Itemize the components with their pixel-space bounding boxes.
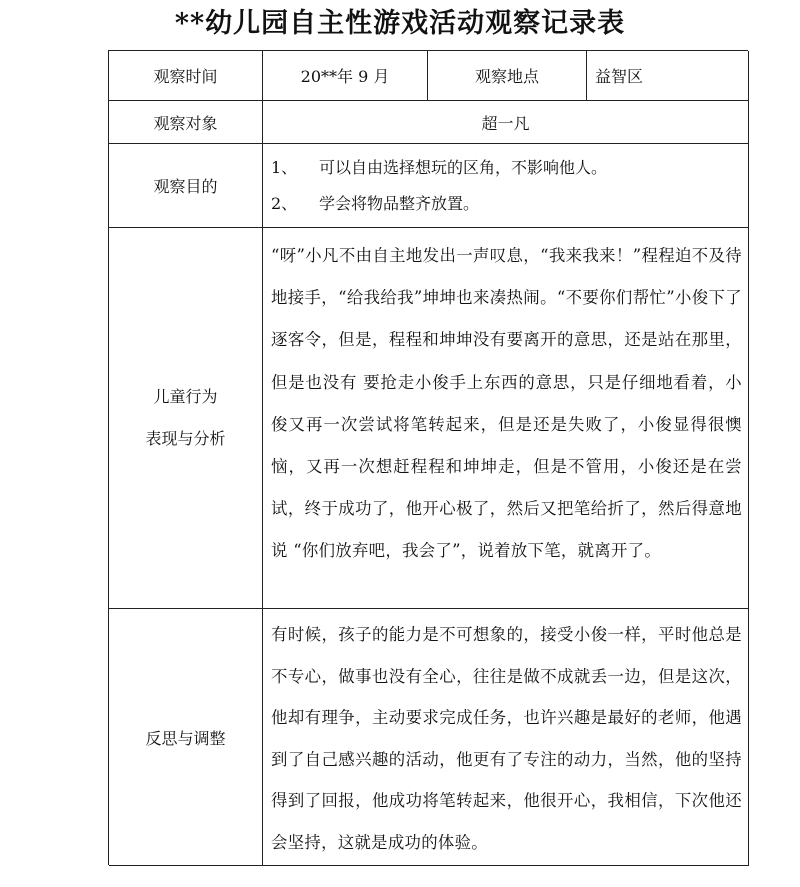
place-label: 观察地点 xyxy=(428,51,587,101)
behavior-label-line1: 儿童行为 xyxy=(153,387,218,406)
purpose-number: 1、 xyxy=(271,158,298,177)
document-title: **幼儿园自主性游戏活动观察记录表 xyxy=(174,8,626,39)
purpose-item xyxy=(271,186,738,222)
place-value: 益智区 xyxy=(587,51,749,101)
reflect-text: 有时候，孩子的能力是不可想象的，接受小俊一样，平时他总是不专心，做事也没有全心，往往是做不成就丢一边，但是这次，他却有理争，主动要求完成任务，也许兴趣是最好的老师，他遇到了自己感兴趣的活动，他更有了专注的动力，当然，他的坚持得到了回报，他成功将笔转起来，他很开心，我相信，下次他还会坚持，这就是成功的体验。 xyxy=(263,609,749,866)
purpose-list xyxy=(263,144,749,228)
time-value: 20**年 9 月 xyxy=(263,51,428,101)
purpose-label: 观察目的 xyxy=(109,144,263,228)
behavior-label-line2: 表现与分析 xyxy=(145,429,226,448)
behavior-text: “呀”小凡不由自主地发出一声叹息，“我来我来！”程程迫不及待地接手，“给我给我”坤坤也来凑热闹。“不要你们帮忙”小俊下了逐客令，但是，程程和坤坤没有要离开的意思，还是站在那里，但是也没有 要抢走小俊手上东西的意思，只是仔细地看着，小俊又再一次尝试将笔转起来，但是还是失败了，小俊显得很懊恼，又再一次想赶程程和坤坤走，但是不管用，小俊还是在尝试，终于成功了，他开心极了，然后又把笔给折了，然后得意地说 “你们放弃吧，我会了”，说着放下笔，就离开了。 xyxy=(263,228,749,609)
time-label: 观察时间 xyxy=(109,51,263,101)
purpose-number: 2、 xyxy=(271,194,298,213)
subject-value: 超一凡 xyxy=(263,101,749,144)
subject-label: 观察对象 xyxy=(109,101,263,144)
purpose-item xyxy=(271,150,738,186)
behavior-label xyxy=(109,228,263,609)
purpose-text: 可以自由选择想玩的区角，不影响他人。 xyxy=(319,158,608,177)
purpose-text: 学会将物品整齐放置。 xyxy=(319,194,480,213)
observation-table xyxy=(108,50,748,865)
reflect-label: 反思与调整 xyxy=(109,609,263,866)
